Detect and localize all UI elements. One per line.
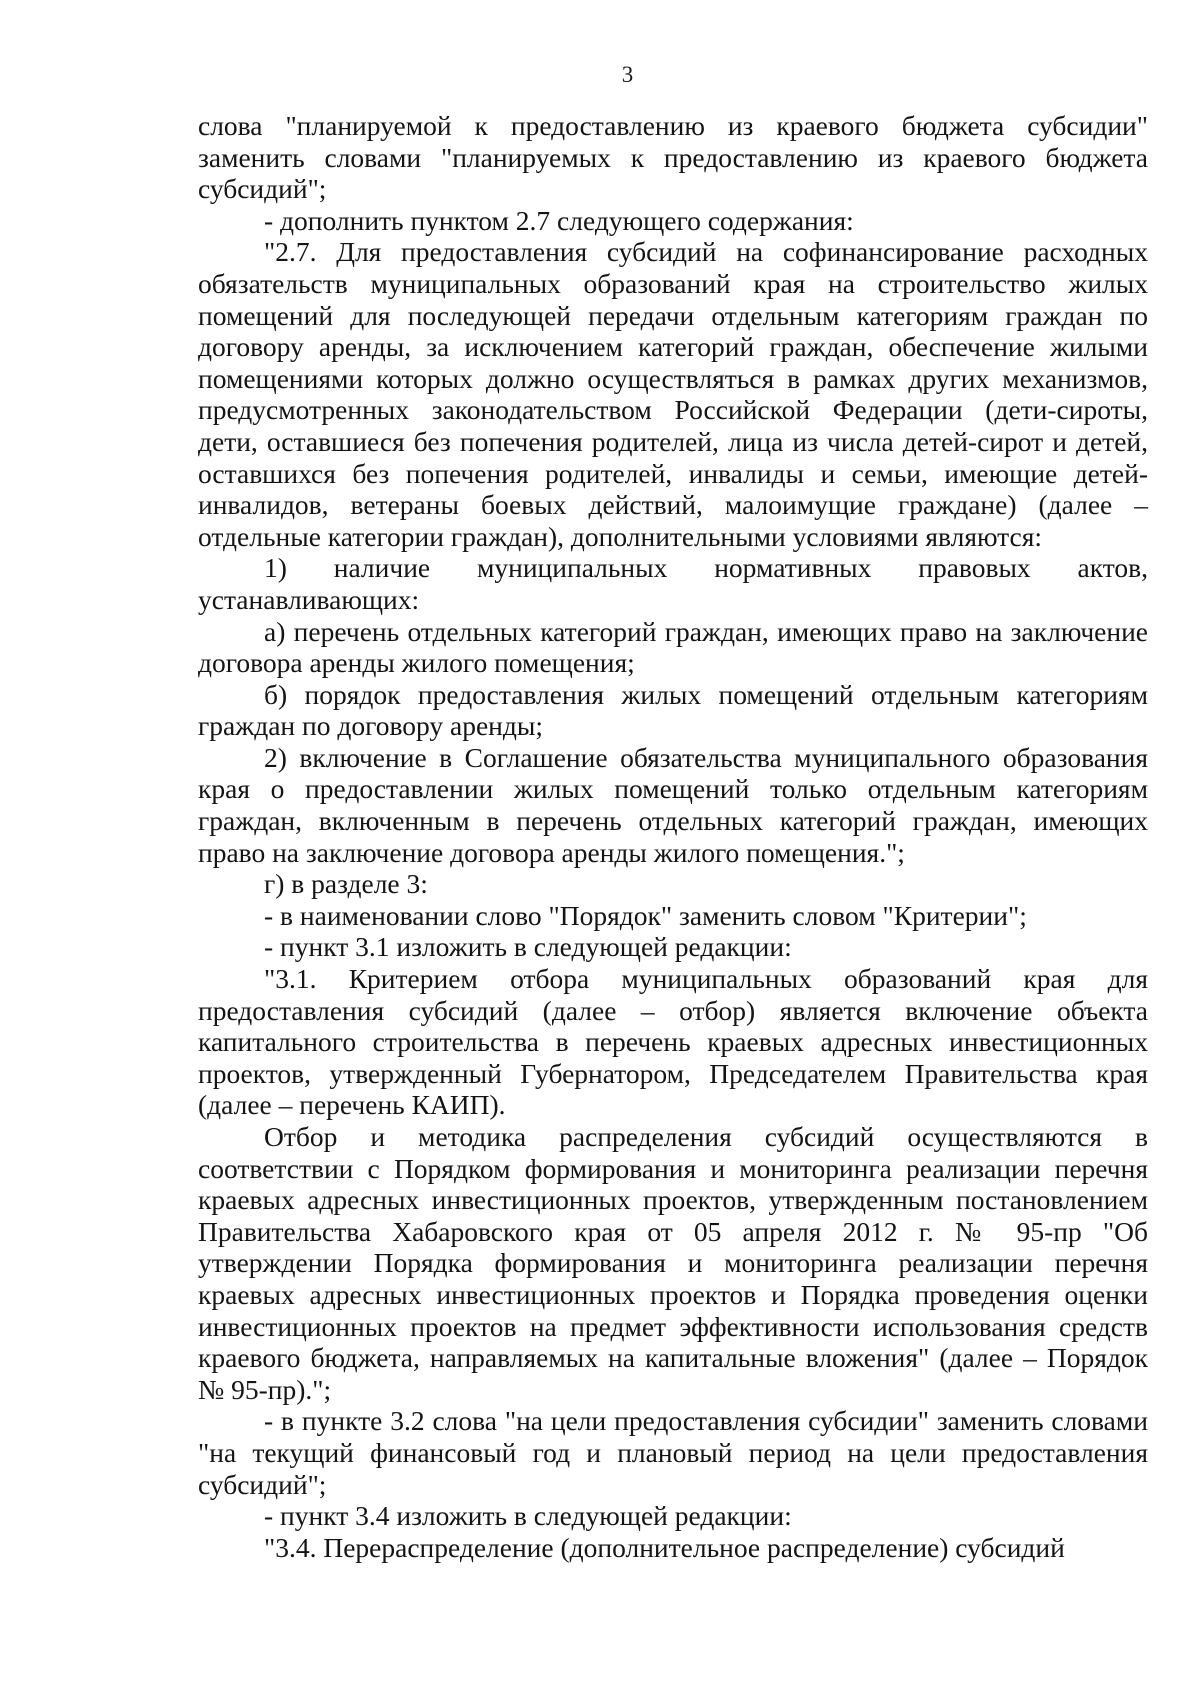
paragraph: "3.4. Перераспределение (дополнительное распределение) субсидий	[264, 1531, 1065, 1563]
paragraph: - в наименовании слово "Порядок" заменить словом "Критерии";	[264, 899, 1027, 931]
paragraph: - дополнить пунктом 2.7 следующего содержания:	[264, 204, 854, 236]
paragraph: г) в разделе 3:	[264, 868, 428, 900]
paragraph: - пункт 3.1 изложить в следующей редакции:	[264, 931, 792, 963]
paragraph: "3.1. Критерием отбора муниципальных образований края для предоставления субсидий (далее – отбор) является включение объекта капитального строительства в перечень краевых адресных инвестиционных проектов, утвержденный Губернатором, Председателем Правительства края (далее – перечень КАИП).	[198, 963, 1148, 1121]
paragraph: - в пункте 3.2 слова "на цели предоставления субсидии" заменить словами "на текущий финансовый год и плановый период на цели предоставления субсидий";	[198, 1405, 1148, 1500]
paragraph: б) порядок предоставления жилых помещений отдельным категориям граждан по договору аренды;	[198, 678, 1148, 742]
paragraph: а) перечень отдельных категорий граждан, имеющих право на заключение договора аренды жилого помещения;	[198, 615, 1148, 679]
paragraph: Отбор и методика распределения субсидий осуществляются в соответствии с Порядком формирования и мониторинга реализации перечня краевых адресных инвестиционных проектов, утвержденным постановлением Правительства Хабаровского края от 05 апреля 2012 г. № 95-пр "Об утверждении Порядка формирования и мониторинга реализации перечня краевых адресных инвестиционных проектов и Порядка проведения оценки инвестиционных проектов на предмет эффективности использования средств краевого бюджета, направляемых на капитальные вложения" (далее – Порядок № 95-пр).";	[198, 1121, 1148, 1405]
page-number: 3	[621, 62, 634, 87]
paragraph: 2) включение в Соглашение обязательства муниципального образования края о предоставлении жилых помещений только отдельным категориям граждан, включенным в перечень отдельных категорий граждан, имеющих право на заключение договора аренды жилого помещения.";	[198, 741, 1148, 868]
paragraph: слова "планируемой к предоставлению из краевого бюджета субсидии" заменить словами "планируемых к предоставлению из краевого бюджета субсидий";	[198, 110, 1148, 205]
paragraph: 1) наличие муниципальных нормативных правовых актов, устанавливающих:	[198, 552, 1148, 615]
paragraph: - пункт 3.4 изложить в следующей редакции:	[264, 1500, 792, 1532]
document-body	[198, 110, 1148, 1563]
paragraph: "2.7. Для предоставления субсидий на софинансирование расходных обязательств муниципальных образований края на строительство жилых помещений для последующей передачи отдельным категориям граждан по договору аренды, за исключением категорий граждан, обеспечение жилыми помещениями которых должно осуществляться в рамках других механизмов, предусмотренных законодательством Российской Федерации (дети-сироты, дети, оставшиеся без попечения родителей, лица из числа детей-сирот и детей, оставшихся без попечения родителей, инвалиды и семьи, имеющие детей-инвалидов, ветераны боевых действий, малоимущие граждане) (далее – отдельные категории граждан), дополнительными условиями являются:	[198, 236, 1148, 552]
